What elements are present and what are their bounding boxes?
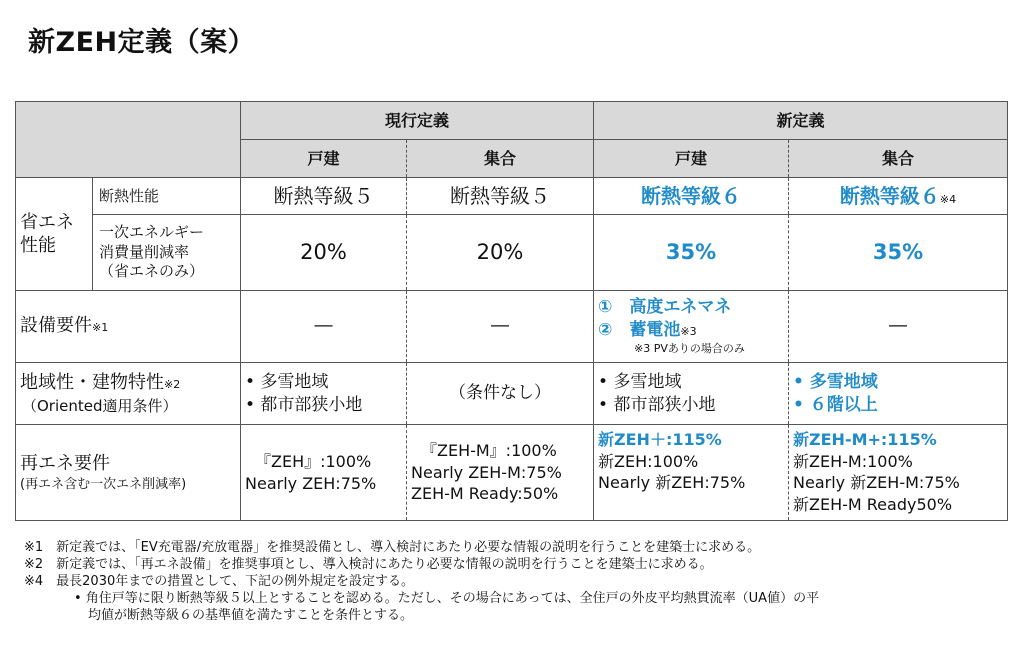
header-new: 新定義 bbox=[594, 102, 1008, 140]
region-new-detached-2: • 都市部狭小地 bbox=[598, 394, 716, 415]
equipment-label: 設備要件 bbox=[20, 315, 92, 337]
corner-cell bbox=[16, 102, 241, 178]
category-renewable bbox=[16, 425, 241, 521]
region-new-collective-1: • 多雪地域 bbox=[793, 371, 878, 392]
renewable-new-detached bbox=[594, 425, 789, 521]
category-energy-label: 省エネ 性能 bbox=[20, 211, 74, 256]
zeh-definition-table bbox=[15, 101, 1008, 521]
reduction-new-detached: 35% bbox=[594, 215, 789, 291]
reduction-label: 一次エネルギー 消費量削減率 （省エネのみ） bbox=[99, 223, 205, 281]
note-1: ※1 新定義では、「EV充電器/充放電器」を推奨設備とし、導入検討にあたり必要な情報の説明を行うことを建築士に求める。 bbox=[24, 540, 761, 555]
region-current-detached-2: • 都市部狭小地 bbox=[245, 394, 363, 415]
insulation-label: 断熱性能 bbox=[93, 178, 241, 215]
insulation-new-detached: 断熱等級６ bbox=[594, 178, 789, 215]
note-4: ※4 最長2030年までの措置として、下記の例外規定を設定する。 bbox=[24, 574, 414, 589]
reduction-current-detached: 20% bbox=[241, 215, 407, 291]
renewable-current-collective-1: 『ZEH-M』:100% bbox=[421, 441, 557, 461]
renewable-current-collective-2: Nearly ZEH-M:75% bbox=[411, 462, 562, 482]
region-new-collective bbox=[789, 363, 1008, 425]
insulation-new-collective-note: ※4 bbox=[939, 192, 957, 206]
region-note: ※2 bbox=[164, 378, 181, 392]
renewable-new-collective-1: 新ZEH-M+:115% bbox=[793, 430, 937, 449]
equipment-new-collective: ― bbox=[789, 291, 1008, 363]
header-new-detached: 戸建 bbox=[594, 140, 789, 178]
page-title: 新ZEH定義（案） bbox=[28, 27, 256, 58]
renewable-current-detached-1: 『ZEH』:100% bbox=[255, 451, 372, 471]
equipment-new-item-2: ② 蓄電池 bbox=[598, 320, 681, 341]
renewable-current-collective-3: ZEH-M Ready:50% bbox=[411, 484, 559, 504]
equipment-current-detached: ― bbox=[241, 291, 407, 363]
category-energy bbox=[16, 178, 93, 291]
region-current-collective: （条件なし） bbox=[407, 363, 594, 425]
equipment-new-item-1: ① 高度エネマネ bbox=[598, 297, 732, 318]
region-new-collective-2: • ６階以上 bbox=[793, 394, 878, 415]
renewable-new-collective-2: 新ZEH-M:100% bbox=[793, 451, 913, 471]
renewable-current-collective bbox=[407, 425, 594, 521]
renewable-new-collective bbox=[789, 425, 1008, 521]
note-4-bullet-cont: 均値が断熱等級６の基準値を満たすことを条件とする。 bbox=[88, 608, 414, 623]
renewable-current-detached-2: Nearly ZEH:75% bbox=[245, 473, 377, 493]
insulation-new-collective: 断熱等級６ bbox=[839, 183, 940, 208]
region-current-detached-1: • 多雪地域 bbox=[245, 371, 329, 392]
region-label: 地域性・建物特性 bbox=[20, 372, 164, 394]
header-current: 現行定義 bbox=[241, 102, 594, 140]
renewable-new-detached-3: Nearly 新ZEH:75% bbox=[598, 473, 746, 493]
renewable-label: 再エネ要件 bbox=[20, 452, 110, 474]
insulation-current-detached: 断熱等級５ bbox=[241, 178, 407, 215]
insulation-new-collective-cell bbox=[789, 178, 1008, 215]
region-label-row bbox=[20, 371, 240, 395]
renewable-current-detached bbox=[241, 425, 407, 521]
renewable-new-detached-2: 新ZEH:100% bbox=[598, 451, 699, 471]
region-current-detached bbox=[241, 363, 407, 425]
equipment-new-detached bbox=[594, 291, 789, 363]
category-equipment bbox=[16, 291, 241, 363]
reduction-label-cell bbox=[93, 215, 241, 291]
insulation-current-collective: 断熱等級５ bbox=[407, 178, 594, 215]
reduction-new-collective: 35% bbox=[789, 215, 1008, 291]
renewable-new-detached-1: 新ZEH＋:115% bbox=[598, 430, 722, 449]
reduction-current-collective: 20% bbox=[407, 215, 594, 291]
renewable-new-collective-4: 新ZEH-M Ready50% bbox=[793, 494, 953, 514]
equipment-current-collective: ― bbox=[407, 291, 594, 363]
equipment-new-item-2-note: ※3 bbox=[680, 325, 697, 339]
note-2: ※2 新定義では、「再エネ設備」を推奨事項とし、導入検討にあたり必要な情報の説明を行うことを建築士に求める。 bbox=[24, 557, 713, 572]
region-new-detached bbox=[594, 363, 789, 425]
footnotes bbox=[24, 539, 1009, 624]
note-4-bullet: • 角住戸等に限り断熱等級５以上とすることを認める。ただし、その場合にあっては、全住戸の外皮平均熱貫流率（UA値）の平 bbox=[74, 591, 820, 606]
header-new-collective: 集合 bbox=[789, 140, 1008, 178]
equipment-note: ※1 bbox=[92, 321, 109, 335]
region-sub: （Oriented適用条件） bbox=[22, 396, 178, 415]
equipment-new-item-2-row bbox=[598, 319, 788, 342]
renewable-new-collective-3: Nearly 新ZEH-M:75% bbox=[793, 473, 960, 493]
header-current-detached: 戸建 bbox=[241, 140, 407, 178]
category-region bbox=[16, 363, 241, 425]
header-current-collective: 集合 bbox=[407, 140, 594, 178]
region-new-detached-1: • 多雪地域 bbox=[598, 371, 682, 392]
renewable-sub: (再エネ含む一次エネ削減率) bbox=[20, 476, 187, 492]
equipment-new-footnote: ※3 PVありの場合のみ bbox=[634, 342, 745, 356]
